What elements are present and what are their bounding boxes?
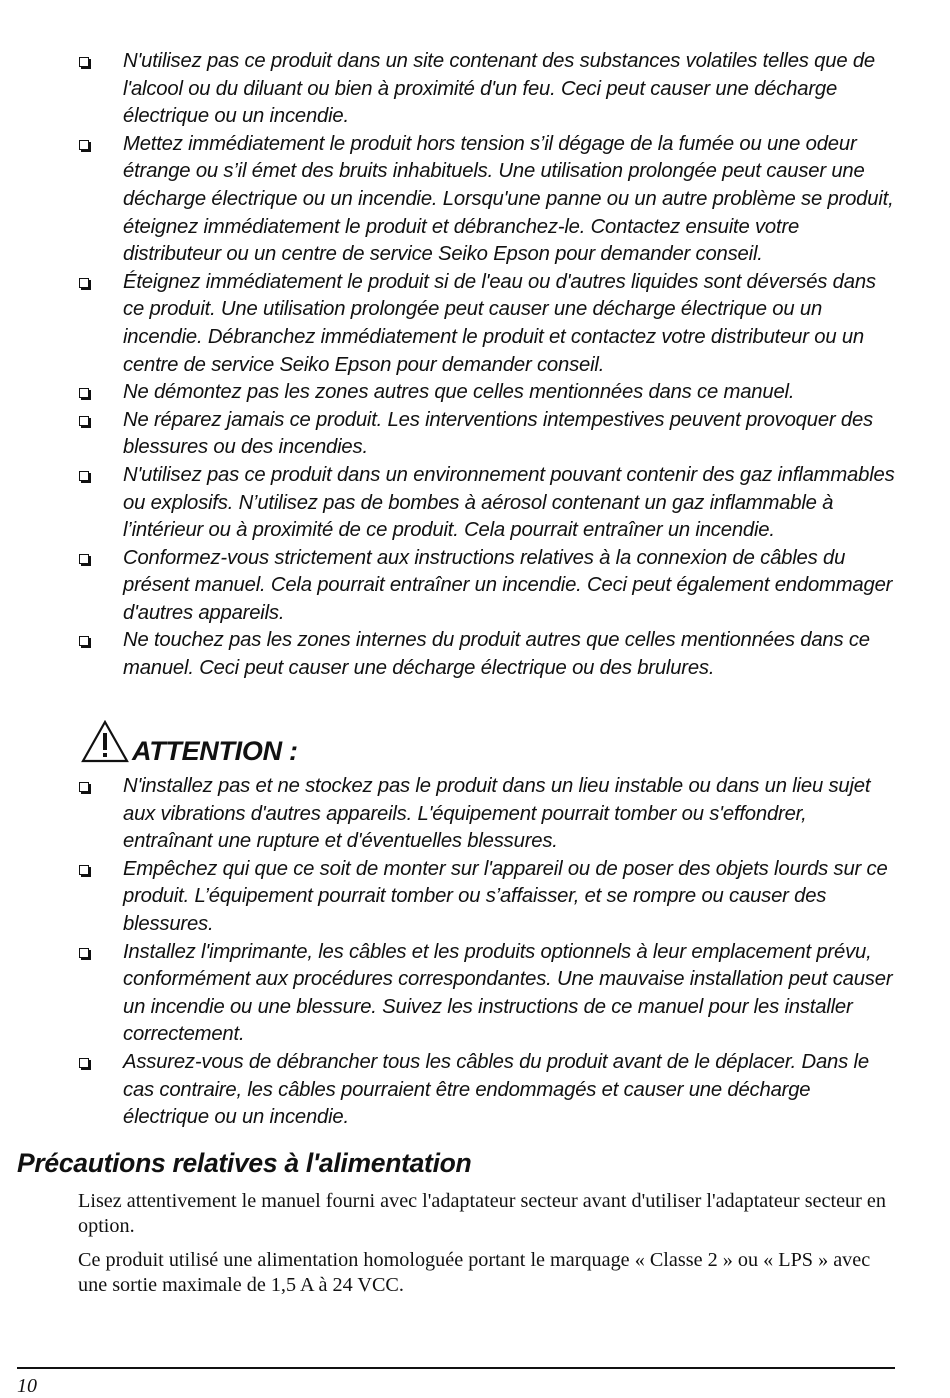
list-item — [78, 462, 896, 545]
list-item — [78, 1049, 896, 1132]
list-item — [78, 48, 896, 131]
list-item-text: Installez l'imprimante, les câbles et les produits optionnels à leur emplacement prévu, conformément aux procédures correspondantes. Une mauvaise installation peut causer un incendie ou une blessure. Suivez les instructions de ce manuel pour les installer correctement. — [123, 940, 893, 1046]
checkbox-bullet-icon — [79, 782, 89, 792]
checkbox-bullet-icon — [79, 636, 89, 646]
checkbox-bullet-icon — [79, 554, 89, 564]
page-number: 10 — [17, 1375, 37, 1397]
list-item-text: Éteignez immédiatement le produit si de l'eau ou d'autres liquides sont déversés dans ce produit. Une utilisation prolongée peut causer une décharge électrique ou un incendie. Débranchez immédiatement le produit et contactez votre distributeur ou un centre de service Seiko Epson pour demander conseil. — [123, 270, 876, 376]
list-item-text: Ne réparez jamais ce produit. Les interventions intempestives peuvent provoquer des blessures ou des incendies. — [123, 408, 873, 459]
list-item — [78, 131, 896, 269]
checkbox-bullet-icon — [79, 388, 89, 398]
attention-list — [78, 773, 896, 1132]
list-item-text: N'installez pas et ne stockez pas le produit dans un lieu instable ou dans un lieu sujet aux vibrations d'autres appareils. L'équipement pourrait tomber ou s'effondrer, entraînant une rupture et d'éventuelles blessures. — [123, 775, 871, 853]
checkbox-bullet-icon — [79, 57, 89, 67]
list-item — [78, 627, 896, 682]
list-item-text: N'utilisez pas ce produit dans un site contenant des substances volatiles telles que de l'alcool ou du diluant ou bien à proximité d'un feu. Ceci peut causer une décharge électrique ou un incendie. — [123, 50, 875, 128]
section-heading: Précautions relatives à l'alimentation — [17, 1148, 472, 1178]
list-item — [78, 545, 896, 628]
list-item-text: Ne touchez pas les zones internes du produit autres que celles mentionnées dans ce manuel. Ceci peut causer une décharge électrique ou des brulures. — [123, 629, 870, 680]
list-item — [78, 379, 896, 407]
footer-divider — [17, 1367, 895, 1369]
checkbox-bullet-icon — [79, 140, 89, 150]
checkbox-bullet-icon — [79, 865, 89, 875]
list-item-text: Mettez immédiatement le produit hors tension s’il dégage de la fumée ou une odeur étrange ou s’il émet des bruits inhabituels. Une utilisation prolongée peut causer une décharge électrique ou un incendie. Lorsqu'une panne ou un autre problème se produit, éteignez immédiatement le produit et débranchez-le. Contactez ensuite votre distributeur ou un centre de service Seiko Epson pour demander conseil. — [123, 132, 894, 266]
checkbox-bullet-icon — [79, 416, 89, 426]
body-paragraph: Lisez attentivement le manuel fourni avec l'adaptateur secteur avant d'utiliser l'adaptateur secteur en option. — [78, 1190, 886, 1237]
list-item — [78, 407, 896, 462]
list-item-text: Empêchez qui que ce soit de monter sur l'appareil ou de poser des objets lourds sur ce produit. L’équipement pourrait tomber ou s’affaisser, et se rompre ou causer des blessures. — [123, 857, 888, 935]
warning-triangle-icon — [80, 720, 130, 764]
attention-heading — [80, 712, 298, 764]
checkbox-bullet-icon — [79, 1058, 89, 1068]
list-item — [78, 939, 896, 1049]
warnings-list — [78, 48, 896, 683]
list-item — [78, 773, 896, 856]
checkbox-bullet-icon — [79, 471, 89, 481]
checkbox-bullet-icon — [79, 948, 89, 958]
list-item-text: Assurez-vous de débrancher tous les câbles du produit avant de le déplacer. Dans le cas contraire, les câbles pourraient être endommagés et causer une décharge électrique ou un incendie. — [123, 1050, 869, 1129]
body-paragraph: Ce produit utilisé une alimentation homologuée portant le marquage « Classe 2 » ou « LPS » avec une sortie maximale de 1,5 A à 24 VCC. — [78, 1249, 871, 1296]
list-item — [78, 269, 896, 379]
attention-label: ATTENTION : — [132, 736, 298, 766]
list-item — [78, 856, 896, 939]
checkbox-bullet-icon — [79, 278, 89, 288]
list-item-text: Conformez-vous strictement aux instructions relatives à la connexion de câbles du présent manuel. Cela pourrait entraîner un incendie. Ceci peut également endommager d'autres appareils. — [123, 546, 893, 624]
list-item-text: Ne démontez pas les zones autres que celles mentionnées dans ce manuel. — [123, 381, 795, 404]
list-item-text: N'utilisez pas ce produit dans un environnement pouvant contenir des gaz inflammables ou explosifs. N’utilisez pas de bombes à aérosol contenant un gaz inflammable à l’intérieur ou à proximité de ce produit. Cela pourrait entraîner un incendie. — [123, 463, 895, 542]
